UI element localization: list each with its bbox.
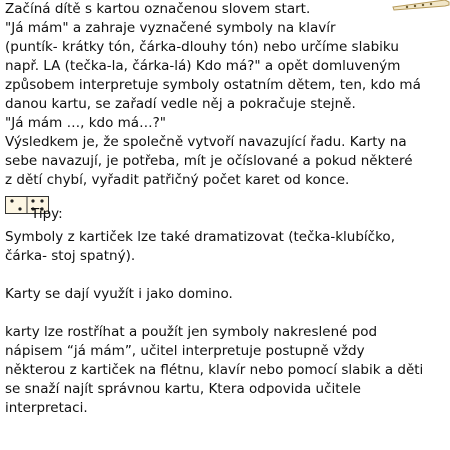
text-line: nápisem “já mám”, učitel interpretuje postupně vždy <box>5 343 365 359</box>
document-page <box>5 0 445 418</box>
text-line: (puntík- krátky tón, čárka-dlouhy tón) nebo určíme slabiku <box>5 39 399 55</box>
text-line: Symboly z kartiček lze také dramatizovat (tečka-klubíčko, <box>5 229 395 245</box>
recorder-flute-icon <box>391 0 450 12</box>
text-line: např. LA (tečka-la, čárka-lá) Kdo má?" a opět domluveným <box>5 58 401 74</box>
intro-paragraph <box>5 0 445 190</box>
tip-cut-symbols <box>5 323 445 418</box>
text-line: Výsledkem je, že společně vytvoří navazující řadu. Karty na <box>5 134 407 150</box>
tips-label: Tipy: <box>31 206 63 222</box>
text-line: Začíná dítě s kartou označenou slovem start. <box>5 1 311 17</box>
text-line: "Já mám" a zahraje vyznačené symboly na klavír <box>5 20 336 36</box>
text-line: interpretaci. <box>5 400 88 416</box>
text-line: karty lze rostříhat a použít jen symboly nakreslené pod <box>5 324 378 340</box>
tips-heading <box>5 190 445 228</box>
text-line: danou kartu, se zařadí vedle něj a pokračuje stejně. <box>5 96 356 112</box>
text-line: se snaží najít správnou kartu, Ktera odpovida učitele <box>5 381 361 397</box>
text-line: čárka- stoj spatný). <box>5 248 136 264</box>
text-line: některou z kartiček na flétnu, klavír nebo pomocí slabik a děti <box>5 362 424 378</box>
text-line: z dětí chybí, vyřadit patřičný počet karet od konce. <box>5 172 350 188</box>
tip-dramatize <box>5 228 445 266</box>
tip-domino: Karty se dají využít i jako domino. <box>5 286 233 302</box>
text-line: způsobem interpretuje symboly ostatním dětem, ten, kdo má <box>5 77 421 93</box>
text-line: "Já mám …, kdo má…?" <box>5 115 166 131</box>
text-line: sebe navazují, je potřeba, mít je očíslované a pokud některé <box>5 153 413 169</box>
